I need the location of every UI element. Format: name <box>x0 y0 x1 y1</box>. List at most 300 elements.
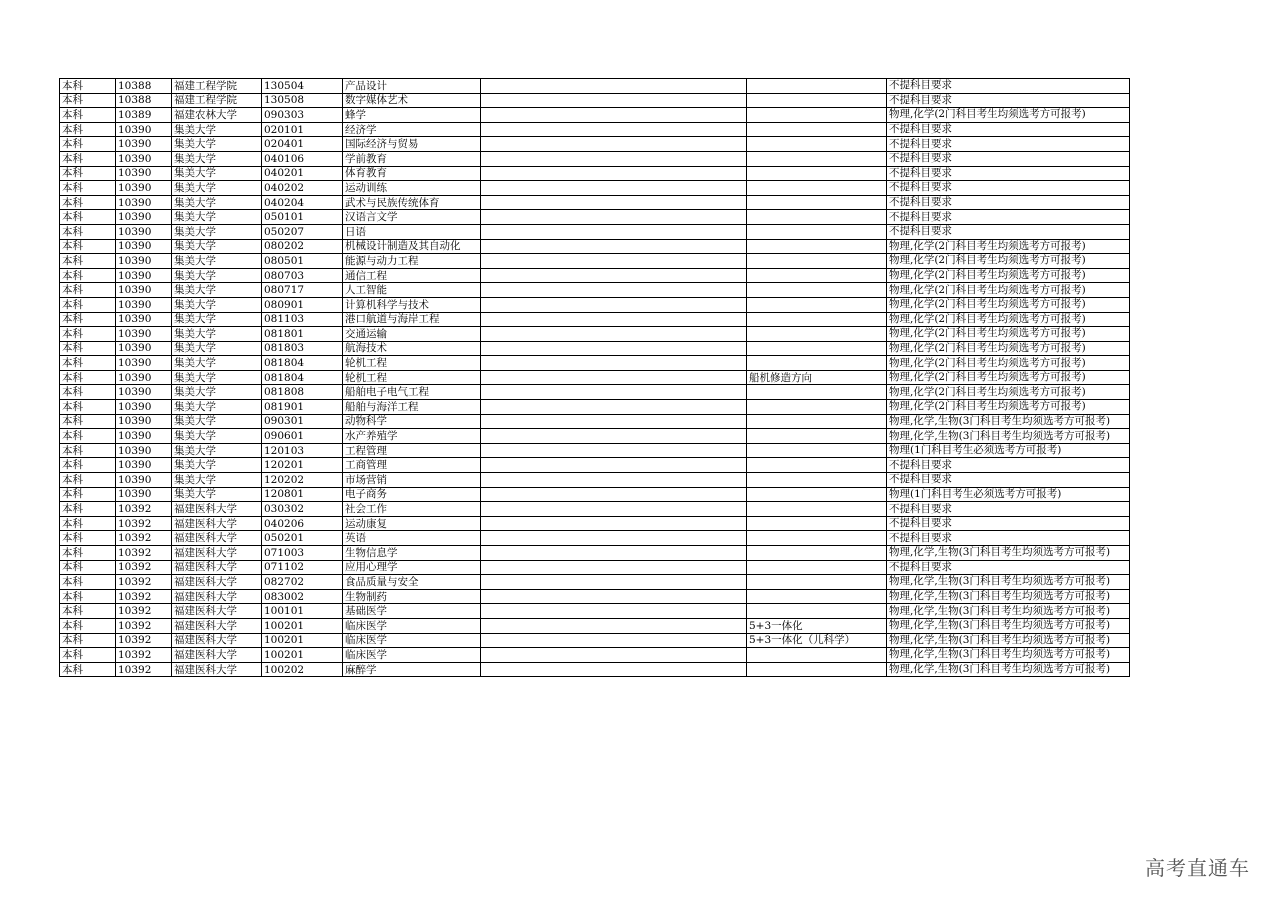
subject-requirement-cell: 物理,化学(2门科目考生均须选考方可报考) <box>887 385 1130 400</box>
notes-cell <box>481 312 747 327</box>
table-row <box>60 429 1130 444</box>
table-row <box>60 283 1130 298</box>
subject-requirement-cell: 不提科目要求 <box>887 93 1130 108</box>
school-code-cell: 10390 <box>116 195 172 210</box>
subject-requirement-cell: 物理,化学(2门科目考生均须选考方可报考) <box>887 356 1130 371</box>
table-row <box>60 137 1130 152</box>
major-name-cell: 通信工程 <box>343 268 481 283</box>
school-name-cell: 集美大学 <box>172 224 262 239</box>
school-code-cell: 10390 <box>116 137 172 152</box>
major-code-cell: 030302 <box>262 502 343 517</box>
notes-cell <box>481 254 747 269</box>
level-cell: 本科 <box>60 516 116 531</box>
direction-cell <box>747 546 887 561</box>
major-code-cell: 090601 <box>262 429 343 444</box>
direction-cell <box>747 414 887 429</box>
major-code-cell: 081804 <box>262 370 343 385</box>
major-name-cell: 动物科学 <box>343 414 481 429</box>
table-row <box>60 312 1130 327</box>
notes-cell <box>481 604 747 619</box>
major-code-cell: 130504 <box>262 79 343 94</box>
level-cell: 本科 <box>60 122 116 137</box>
table-row <box>60 648 1130 663</box>
notes-cell <box>481 633 747 648</box>
subject-requirement-cell: 物理,化学,生物(3门科目考生均须选考方可报考) <box>887 604 1130 619</box>
notes-cell <box>481 662 747 677</box>
level-cell: 本科 <box>60 473 116 488</box>
subject-requirement-cell: 不提科目要求 <box>887 473 1130 488</box>
direction-cell <box>747 239 887 254</box>
major-code-cell: 020401 <box>262 137 343 152</box>
direction-cell <box>747 166 887 181</box>
table-row <box>60 458 1130 473</box>
level-cell: 本科 <box>60 575 116 590</box>
direction-cell <box>747 254 887 269</box>
table-row <box>60 224 1130 239</box>
notes-cell <box>481 79 747 94</box>
school-code-cell: 10390 <box>116 297 172 312</box>
major-code-cell: 081803 <box>262 341 343 356</box>
level-cell: 本科 <box>60 648 116 663</box>
subject-requirement-cell: 不提科目要求 <box>887 181 1130 196</box>
school-name-cell: 福建医科大学 <box>172 560 262 575</box>
major-code-cell: 130508 <box>262 93 343 108</box>
school-name-cell: 福建医科大学 <box>172 516 262 531</box>
school-name-cell: 集美大学 <box>172 268 262 283</box>
notes-cell <box>481 560 747 575</box>
level-cell: 本科 <box>60 633 116 648</box>
level-cell: 本科 <box>60 458 116 473</box>
table-row <box>60 487 1130 502</box>
level-cell: 本科 <box>60 414 116 429</box>
notes-cell <box>481 239 747 254</box>
school-code-cell: 10392 <box>116 604 172 619</box>
notes-cell <box>481 224 747 239</box>
notes-cell <box>481 487 747 502</box>
notes-cell <box>481 458 747 473</box>
subject-requirement-cell: 物理,化学,生物(3门科目考生均须选考方可报考) <box>887 575 1130 590</box>
major-name-cell: 运动训练 <box>343 181 481 196</box>
direction-cell <box>747 181 887 196</box>
level-cell: 本科 <box>60 443 116 458</box>
school-code-cell: 10390 <box>116 443 172 458</box>
notes-cell <box>481 443 747 458</box>
major-name-cell: 电子商务 <box>343 487 481 502</box>
level-cell: 本科 <box>60 239 116 254</box>
school-name-cell: 福建医科大学 <box>172 633 262 648</box>
major-code-cell: 040206 <box>262 516 343 531</box>
table-row <box>60 560 1130 575</box>
school-code-cell: 10390 <box>116 224 172 239</box>
direction-cell <box>747 429 887 444</box>
school-code-cell: 10390 <box>116 327 172 342</box>
direction-cell <box>747 210 887 225</box>
school-code-cell: 10392 <box>116 531 172 546</box>
school-code-cell: 10392 <box>116 648 172 663</box>
school-name-cell: 集美大学 <box>172 210 262 225</box>
subject-requirement-cell: 不提科目要求 <box>887 531 1130 546</box>
major-name-cell: 轮机工程 <box>343 370 481 385</box>
subject-requirement-cell: 物理,化学(2门科目考生均须选考方可报考) <box>887 327 1130 342</box>
school-code-cell: 10390 <box>116 268 172 283</box>
major-code-cell: 081804 <box>262 356 343 371</box>
major-code-cell: 040204 <box>262 195 343 210</box>
major-code-cell: 080901 <box>262 297 343 312</box>
subject-requirement-cell: 物理(1门科目考生必须选考方可报考) <box>887 487 1130 502</box>
table-row <box>60 181 1130 196</box>
notes-cell <box>481 356 747 371</box>
subject-requirement-cell: 不提科目要求 <box>887 137 1130 152</box>
level-cell: 本科 <box>60 93 116 108</box>
level-cell: 本科 <box>60 385 116 400</box>
school-code-cell: 10390 <box>116 487 172 502</box>
school-code-cell: 10392 <box>116 516 172 531</box>
notes-cell <box>481 341 747 356</box>
direction-cell <box>747 458 887 473</box>
subject-requirement-cell: 不提科目要求 <box>887 122 1130 137</box>
school-code-cell: 10390 <box>116 122 172 137</box>
level-cell: 本科 <box>60 487 116 502</box>
major-code-cell: 080703 <box>262 268 343 283</box>
major-name-cell: 学前教育 <box>343 151 481 166</box>
school-code-cell: 10390 <box>116 473 172 488</box>
direction-cell <box>747 137 887 152</box>
notes-cell <box>481 137 747 152</box>
notes-cell <box>481 166 747 181</box>
school-name-cell: 集美大学 <box>172 458 262 473</box>
level-cell: 本科 <box>60 210 116 225</box>
notes-cell <box>481 370 747 385</box>
school-code-cell: 10388 <box>116 79 172 94</box>
table-row <box>60 297 1130 312</box>
school-name-cell: 集美大学 <box>172 356 262 371</box>
school-name-cell: 福建工程学院 <box>172 93 262 108</box>
notes-cell <box>481 618 747 633</box>
school-code-cell: 10392 <box>116 589 172 604</box>
table-row <box>60 79 1130 94</box>
level-cell: 本科 <box>60 224 116 239</box>
table-row <box>60 618 1130 633</box>
school-name-cell: 福建医科大学 <box>172 589 262 604</box>
subject-requirement-cell: 物理,化学,生物(3门科目考生均须选考方可报考) <box>887 546 1130 561</box>
school-name-cell: 集美大学 <box>172 414 262 429</box>
table-row <box>60 546 1130 561</box>
notes-cell <box>481 181 747 196</box>
school-name-cell: 福建医科大学 <box>172 546 262 561</box>
school-code-cell: 10390 <box>116 283 172 298</box>
subject-requirement-cell: 不提科目要求 <box>887 79 1130 94</box>
major-code-cell: 040201 <box>262 166 343 181</box>
direction-cell <box>747 560 887 575</box>
notes-cell <box>481 151 747 166</box>
level-cell: 本科 <box>60 79 116 94</box>
major-code-cell: 100201 <box>262 648 343 663</box>
major-code-cell: 100201 <box>262 618 343 633</box>
major-code-cell: 100202 <box>262 662 343 677</box>
table-row <box>60 327 1130 342</box>
direction-cell <box>747 297 887 312</box>
direction-cell <box>747 224 887 239</box>
school-name-cell: 福建医科大学 <box>172 604 262 619</box>
subject-requirement-cell: 物理(1门科目考生必须选考方可报考) <box>887 443 1130 458</box>
table-row <box>60 254 1130 269</box>
school-code-cell: 10392 <box>116 560 172 575</box>
table-row <box>60 210 1130 225</box>
level-cell: 本科 <box>60 531 116 546</box>
major-name-cell: 交通运输 <box>343 327 481 342</box>
level-cell: 本科 <box>60 108 116 123</box>
direction-cell <box>747 385 887 400</box>
major-code-cell: 040202 <box>262 181 343 196</box>
level-cell: 本科 <box>60 618 116 633</box>
school-code-cell: 10390 <box>116 181 172 196</box>
level-cell: 本科 <box>60 151 116 166</box>
major-name-cell: 计算机科学与技术 <box>343 297 481 312</box>
school-name-cell: 集美大学 <box>172 166 262 181</box>
subject-requirement-cell: 物理,化学(2门科目考生均须选考方可报考) <box>887 254 1130 269</box>
table-row <box>60 370 1130 385</box>
major-name-cell: 武术与民族传统体育 <box>343 195 481 210</box>
level-cell: 本科 <box>60 341 116 356</box>
school-code-cell: 10390 <box>116 370 172 385</box>
school-code-cell: 10390 <box>116 385 172 400</box>
level-cell: 本科 <box>60 312 116 327</box>
major-name-cell: 麻醉学 <box>343 662 481 677</box>
major-code-cell: 020101 <box>262 122 343 137</box>
direction-cell <box>747 662 887 677</box>
table-row <box>60 633 1130 648</box>
subject-requirement-cell: 不提科目要求 <box>887 195 1130 210</box>
direction-cell <box>747 604 887 619</box>
school-code-cell: 10389 <box>116 108 172 123</box>
school-name-cell: 集美大学 <box>172 443 262 458</box>
school-code-cell: 10390 <box>116 239 172 254</box>
school-code-cell: 10390 <box>116 151 172 166</box>
major-name-cell: 经济学 <box>343 122 481 137</box>
school-code-cell: 10390 <box>116 254 172 269</box>
major-name-cell: 水产养殖学 <box>343 429 481 444</box>
major-name-cell: 生物信息学 <box>343 546 481 561</box>
subject-requirement-cell: 物理,化学(2门科目考生均须选考方可报考) <box>887 283 1130 298</box>
subject-requirement-cell: 不提科目要求 <box>887 224 1130 239</box>
major-name-cell: 工程管理 <box>343 443 481 458</box>
notes-cell <box>481 414 747 429</box>
major-name-cell: 临床医学 <box>343 618 481 633</box>
subject-requirement-cell: 物理,化学,生物(3门科目考生均须选考方可报考) <box>887 429 1130 444</box>
notes-cell <box>481 93 747 108</box>
notes-cell <box>481 122 747 137</box>
major-name-cell: 轮机工程 <box>343 356 481 371</box>
direction-cell <box>747 443 887 458</box>
major-code-cell: 081103 <box>262 312 343 327</box>
level-cell: 本科 <box>60 429 116 444</box>
major-name-cell: 汉语言文学 <box>343 210 481 225</box>
major-code-cell: 071102 <box>262 560 343 575</box>
major-name-cell: 食品质量与安全 <box>343 575 481 590</box>
major-code-cell: 081901 <box>262 400 343 415</box>
table-row <box>60 575 1130 590</box>
table-row <box>60 589 1130 604</box>
school-name-cell: 集美大学 <box>172 341 262 356</box>
major-name-cell: 国际经济与贸易 <box>343 137 481 152</box>
direction-cell <box>747 93 887 108</box>
major-code-cell: 050101 <box>262 210 343 225</box>
school-name-cell: 集美大学 <box>172 400 262 415</box>
level-cell: 本科 <box>60 370 116 385</box>
school-name-cell: 集美大学 <box>172 239 262 254</box>
direction-cell <box>747 589 887 604</box>
subject-requirement-cell: 不提科目要求 <box>887 516 1130 531</box>
table-body <box>60 79 1130 677</box>
direction-cell <box>747 648 887 663</box>
subject-requirement-cell: 不提科目要求 <box>887 458 1130 473</box>
level-cell: 本科 <box>60 502 116 517</box>
direction-cell <box>747 531 887 546</box>
notes-cell <box>481 108 747 123</box>
school-name-cell: 福建医科大学 <box>172 648 262 663</box>
major-code-cell: 050201 <box>262 531 343 546</box>
table-row <box>60 151 1130 166</box>
notes-cell <box>481 575 747 590</box>
table-row <box>60 414 1130 429</box>
notes-cell <box>481 473 747 488</box>
direction-cell <box>747 122 887 137</box>
level-cell: 本科 <box>60 195 116 210</box>
direction-cell <box>747 516 887 531</box>
notes-cell <box>481 589 747 604</box>
school-name-cell: 集美大学 <box>172 312 262 327</box>
major-code-cell: 090303 <box>262 108 343 123</box>
table-row <box>60 473 1130 488</box>
direction-cell <box>747 195 887 210</box>
level-cell: 本科 <box>60 254 116 269</box>
subject-requirement-cell: 物理,化学,生物(3门科目考生均须选考方可报考) <box>887 589 1130 604</box>
school-name-cell: 集美大学 <box>172 151 262 166</box>
table-row <box>60 400 1130 415</box>
subject-requirement-cell: 物理,化学,生物(3门科目考生均须选考方可报考) <box>887 633 1130 648</box>
school-code-cell: 10390 <box>116 210 172 225</box>
notes-cell <box>481 531 747 546</box>
table-row <box>60 502 1130 517</box>
school-code-cell: 10392 <box>116 618 172 633</box>
level-cell: 本科 <box>60 283 116 298</box>
subject-requirement-cell: 不提科目要求 <box>887 166 1130 181</box>
table-row <box>60 604 1130 619</box>
major-name-cell: 船舶与海洋工程 <box>343 400 481 415</box>
school-name-cell: 集美大学 <box>172 297 262 312</box>
level-cell: 本科 <box>60 181 116 196</box>
school-name-cell: 集美大学 <box>172 385 262 400</box>
subject-requirement-cell: 不提科目要求 <box>887 151 1130 166</box>
school-name-cell: 福建医科大学 <box>172 502 262 517</box>
subject-requirement-cell: 不提科目要求 <box>887 502 1130 517</box>
school-code-cell: 10392 <box>116 575 172 590</box>
school-code-cell: 10390 <box>116 458 172 473</box>
school-code-cell: 10392 <box>116 662 172 677</box>
table-row <box>60 108 1130 123</box>
notes-cell <box>481 283 747 298</box>
notes-cell <box>481 268 747 283</box>
level-cell: 本科 <box>60 356 116 371</box>
school-code-cell: 10392 <box>116 502 172 517</box>
subject-requirement-cell: 物理,化学(2门科目考生均须选考方可报考) <box>887 341 1130 356</box>
notes-cell <box>481 516 747 531</box>
notes-cell <box>481 429 747 444</box>
level-cell: 本科 <box>60 327 116 342</box>
direction-cell <box>747 341 887 356</box>
notes-cell <box>481 648 747 663</box>
notes-cell <box>481 385 747 400</box>
major-name-cell: 英语 <box>343 531 481 546</box>
subject-requirement-cell: 物理,化学(2门科目考生均须选考方可报考) <box>887 297 1130 312</box>
school-name-cell: 福建医科大学 <box>172 531 262 546</box>
school-code-cell: 10392 <box>116 546 172 561</box>
major-code-cell: 040106 <box>262 151 343 166</box>
direction-cell <box>747 151 887 166</box>
major-name-cell: 应用心理学 <box>343 560 481 575</box>
watermark-text: 高考直通车 <box>1145 856 1250 880</box>
school-code-cell: 10390 <box>116 400 172 415</box>
direction-cell: 5+3一体化 <box>747 618 887 633</box>
direction-cell <box>747 356 887 371</box>
subject-requirement-cell: 物理,化学,生物(3门科目考生均须选考方可报考) <box>887 414 1130 429</box>
table-row <box>60 356 1130 371</box>
major-name-cell: 体育教育 <box>343 166 481 181</box>
major-name-cell: 能源与动力工程 <box>343 254 481 269</box>
major-name-cell: 船舶电子电气工程 <box>343 385 481 400</box>
subject-requirement-cell: 物理,化学,生物(3门科目考生均须选考方可报考) <box>887 648 1130 663</box>
level-cell: 本科 <box>60 560 116 575</box>
level-cell: 本科 <box>60 268 116 283</box>
level-cell: 本科 <box>60 589 116 604</box>
direction-cell <box>747 79 887 94</box>
notes-cell <box>481 195 747 210</box>
table-row <box>60 341 1130 356</box>
school-name-cell: 集美大学 <box>172 195 262 210</box>
table-row <box>60 195 1130 210</box>
major-name-cell: 港口航道与海岸工程 <box>343 312 481 327</box>
table-row <box>60 93 1130 108</box>
table-row <box>60 239 1130 254</box>
major-name-cell: 机械设计制造及其自动化 <box>343 239 481 254</box>
school-code-cell: 10390 <box>116 341 172 356</box>
subject-requirement-cell: 物理,化学,生物(3门科目考生均须选考方可报考) <box>887 662 1130 677</box>
major-name-cell: 人工智能 <box>343 283 481 298</box>
school-name-cell: 集美大学 <box>172 473 262 488</box>
direction-cell <box>747 502 887 517</box>
major-code-cell: 071003 <box>262 546 343 561</box>
school-name-cell: 福建医科大学 <box>172 618 262 633</box>
level-cell: 本科 <box>60 166 116 181</box>
table-row <box>60 122 1130 137</box>
major-name-cell: 基础医学 <box>343 604 481 619</box>
major-code-cell: 080202 <box>262 239 343 254</box>
major-code-cell: 120201 <box>262 458 343 473</box>
major-name-cell: 蜂学 <box>343 108 481 123</box>
table-row <box>60 443 1130 458</box>
major-name-cell: 社会工作 <box>343 502 481 517</box>
major-code-cell: 081801 <box>262 327 343 342</box>
major-name-cell: 产品设计 <box>343 79 481 94</box>
table-row <box>60 516 1130 531</box>
major-code-cell: 120801 <box>262 487 343 502</box>
major-code-cell: 090301 <box>262 414 343 429</box>
table-row <box>60 385 1130 400</box>
major-code-cell: 120103 <box>262 443 343 458</box>
direction-cell <box>747 487 887 502</box>
school-name-cell: 集美大学 <box>172 370 262 385</box>
major-name-cell: 临床医学 <box>343 648 481 663</box>
